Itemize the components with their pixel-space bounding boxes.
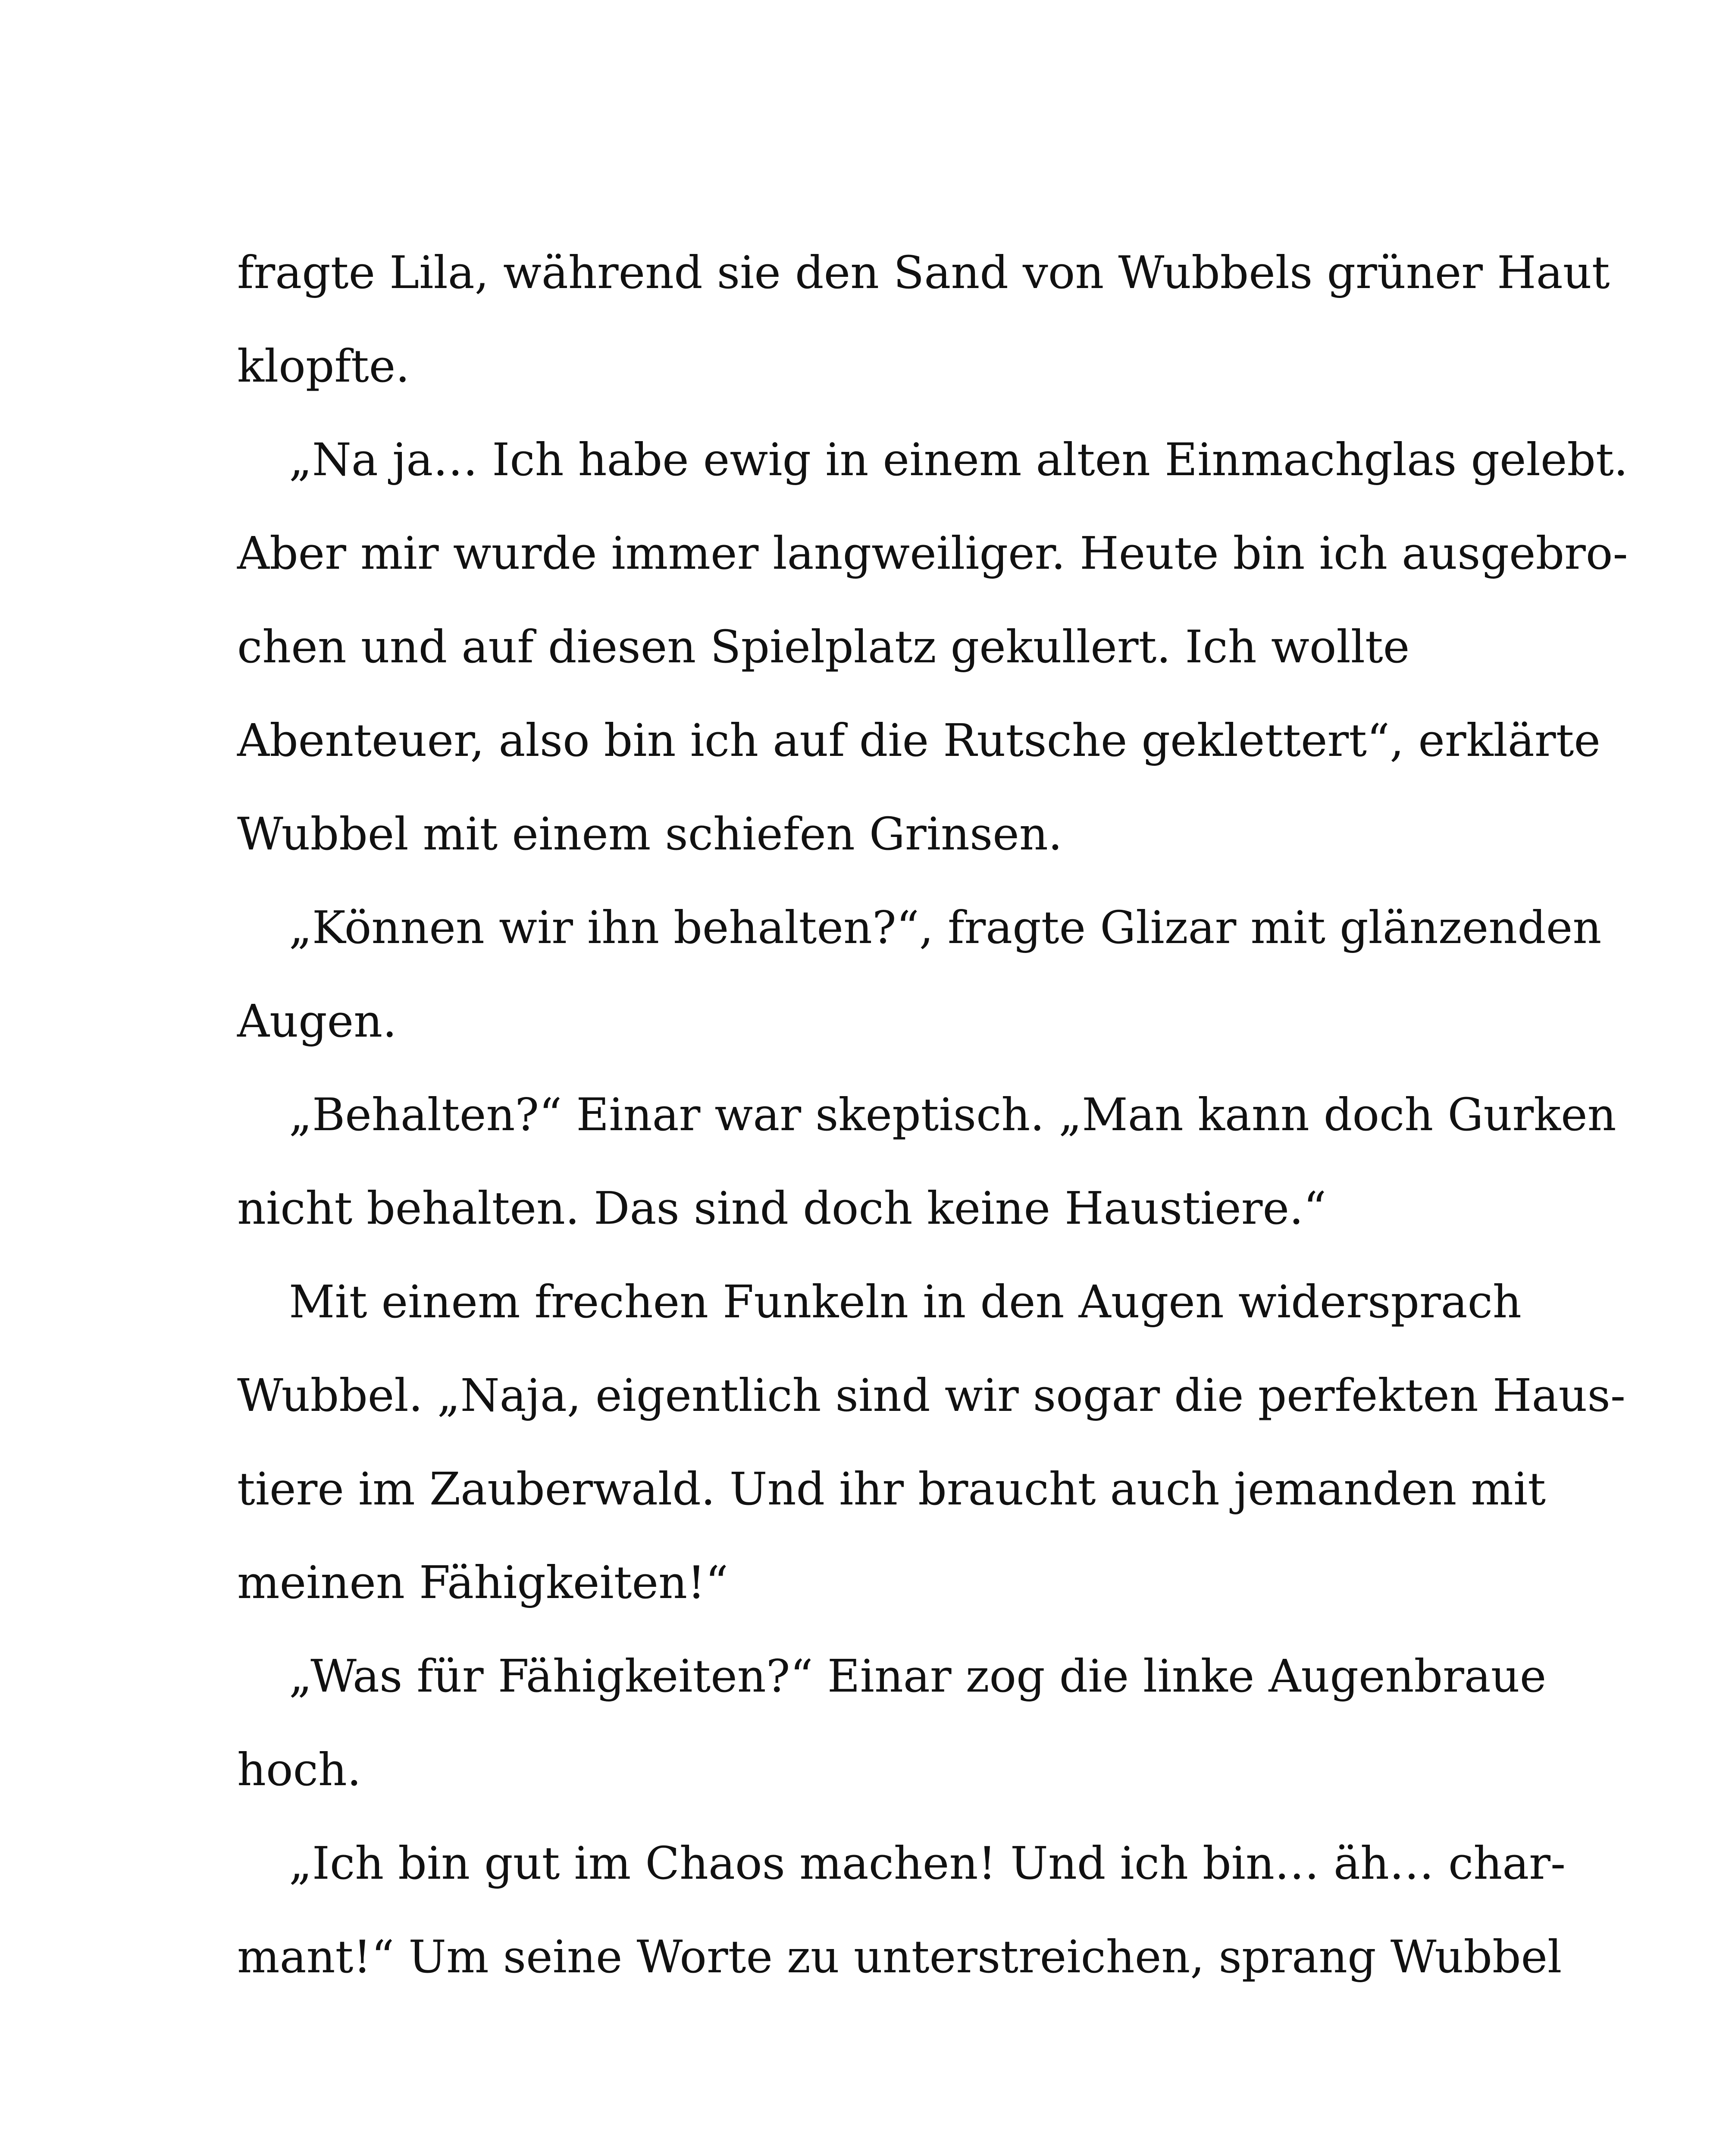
- text-line: nicht behalten. Das sind doch keine Haustiere.“: [237, 1182, 1327, 1235]
- text-line: klopfte.: [237, 340, 410, 392]
- text-line: fragte Lila, während sie den Sand von Wubbels grüner Haut: [237, 246, 1610, 299]
- text-line: Abenteuer, also bin ich auf die Rutsche geklettert“, erklärte: [237, 714, 1600, 767]
- text-line: Aber mir wurde immer langweiliger. Heute bin ich ausgebro-: [237, 527, 1628, 580]
- text-line: hoch.: [237, 1743, 361, 1796]
- text-line: „Na ja… Ich habe ewig in einem alten Einmachglas gelebt.: [289, 433, 1628, 486]
- text-line: „Was für Fähigkeiten?“ Einar zog die linke Augenbraue: [289, 1650, 1547, 1702]
- text-line: „Behalten?“ Einar war skeptisch. „Man kann doch Gurken: [289, 1088, 1616, 1141]
- text-line: tiere im Zauberwald. Und ihr braucht auch jemanden mit: [237, 1463, 1546, 1515]
- text-line: chen und auf diesen Spielplatz gekullert. Ich wollte: [237, 620, 1410, 673]
- text-line: Wubbel. „Naja, eigentlich sind wir sogar die perfekten Haus-: [237, 1369, 1626, 1422]
- text-line: Augen.: [237, 995, 397, 1047]
- text-line: „Ich bin gut im Chaos machen! Und ich bin… äh… char-: [289, 1837, 1566, 1890]
- text-line: meinen Fähigkeiten!“: [237, 1556, 729, 1609]
- text-line: „Können wir ihn behalten?“, fragte Glizar mit glänzenden: [289, 901, 1602, 954]
- text-line: mant!“ Um seine Worte zu unterstreichen, sprang Wubbel: [237, 1930, 1562, 1983]
- text-line: Wubbel mit einem schiefen Grinsen.: [237, 808, 1062, 860]
- text-line: Mit einem frechen Funkeln in den Augen widersprach: [289, 1275, 1522, 1328]
